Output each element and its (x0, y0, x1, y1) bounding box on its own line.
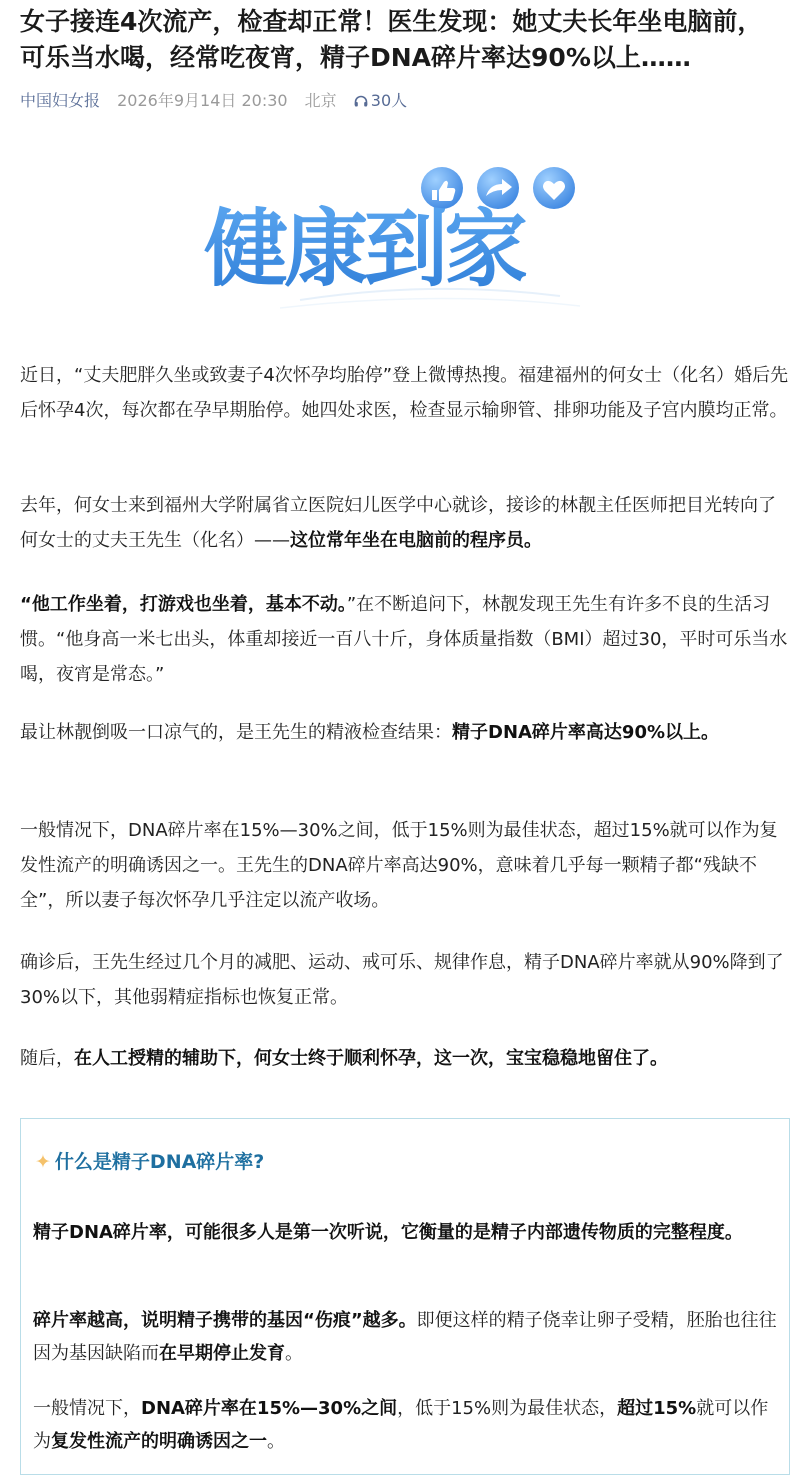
p7-bold: 在人工授精的辅助下，何女士终于顺利怀孕，这一次，宝宝稳稳地留住了。 (74, 1048, 668, 1069)
box-b2-bold: 碎片率越高，说明精子携带的基因“伤痕”越多。 (33, 1310, 417, 1331)
listen-count-text: 30人 (370, 91, 408, 110)
article-meta (20, 88, 419, 111)
p1-text: 近日，“丈夫肥胖久坐或致妻子4次怀孕均胎停”登上微博热搜。福建福州的何女士（化名）婚后先后怀孕4次，每次都在孕早期胎停。她四处求医，检查显示输卵管、排卵功能及子宫内膜均正常。 (20, 365, 789, 421)
paragraph-5 (20, 813, 792, 918)
box-b3-e: 就可以作为 (33, 1398, 769, 1452)
health-banner (180, 150, 620, 320)
box-b2-end: 。 (285, 1343, 303, 1364)
box-b2-bold-2: 在早期停止发育 (159, 1343, 285, 1364)
paragraph-3 (20, 587, 792, 692)
p4-bold: 精子DNA碎片率高达90%以上。 (452, 722, 720, 743)
box-b3-g: 。 (267, 1431, 285, 1452)
banner-title: 健康到家 (204, 200, 525, 298)
p5-text: 一般情况下，DNA碎片率在15%—30%之间，低于15%则为最佳状态，超过15%就可以作为复发性流产的明确诱因之一。王先生的DNA碎片率高达90%，意味着几乎每一颗精子都“残缺不全”，所以妻子每次怀孕几乎注定以流产收场。 (20, 820, 778, 911)
info-box-para-2 (33, 1304, 781, 1370)
paragraph-1 (20, 358, 792, 428)
info-box-title (35, 1147, 264, 1174)
paragraph-2 (20, 488, 792, 558)
title-line-1: 女子接连4次流产，检查却正常！医生发现：她丈夫长年坐电脑前， (20, 7, 763, 36)
box-b3-a: 一般情况下， (33, 1398, 141, 1419)
paragraph-7 (20, 1041, 792, 1076)
source-link[interactable]: 中国妇女报 (20, 91, 101, 110)
p4-text: 最让林靓倒吸一口凉气的，是王先生的精液检查结果： (20, 722, 452, 743)
p3-bold: “他工作坐着，打游戏也坐着，基本不动。 (20, 594, 347, 615)
paragraph-4 (20, 715, 792, 750)
p2-text: 去年，何女士来到福州大学附属省立医院妇儿医学中心就诊，接诊的林靓主任医师把目光转向了何女士的丈夫王先生（化名）—— (20, 495, 776, 551)
title-line-2: 可乐当水喝，经常吃夜宵，精子DNA碎片率达90%以上…… (20, 43, 691, 72)
p2-bold: 这位常年坐在电脑前的程序员。 (290, 530, 542, 551)
publish-location: 北京 (304, 91, 337, 110)
p6-text: 确诊后，王先生经过几个月的减肥、运动、戒可乐、规律作息，精子DNA碎片率就从90%降到了30%以下，其他弱精症指标也恢复正常。 (20, 952, 784, 1008)
paragraph-6 (20, 945, 792, 1015)
info-box-para-1 (33, 1216, 781, 1249)
article-title (20, 4, 800, 76)
p3-text: ”在不断追问下，林靓发现王先生有许多不良的生活习惯。“他身高一米七出头，体重却接近一百八十斤，身体质量指数（BMI）超过30，平时可乐当水喝，夜宵是常态。” (20, 594, 788, 685)
p7-text: 随后， (20, 1048, 74, 1069)
sparkle-icon: ✦ (35, 1151, 51, 1173)
publish-date: 2026年9月14日 20:30 (117, 91, 288, 110)
heart-icon (533, 167, 575, 209)
info-box (20, 1118, 790, 1475)
box-b1: 精子DNA碎片率，可能很多人是第一次听说，它衡量的是精子内部遗传物质的完整程度。 (33, 1222, 743, 1243)
box-b3-f: 复发性流产的明确诱因之一 (51, 1431, 267, 1452)
box-b3-b: DNA碎片率在15%—30%之间 (141, 1398, 398, 1419)
info-box-title-text: 什么是精子DNA碎片率? (54, 1151, 265, 1173)
headphones-icon (354, 95, 368, 107)
box-b2-text: 即便这样的精子侥幸让卵子受精，胚胎也往往因为基因缺陷而 (33, 1310, 777, 1364)
listen-count[interactable] (354, 91, 407, 110)
info-box-para-3 (33, 1392, 781, 1458)
box-b3-c: ，低于15%则为最佳状态， (397, 1398, 618, 1419)
box-b3-d: 超过15% (617, 1398, 697, 1419)
